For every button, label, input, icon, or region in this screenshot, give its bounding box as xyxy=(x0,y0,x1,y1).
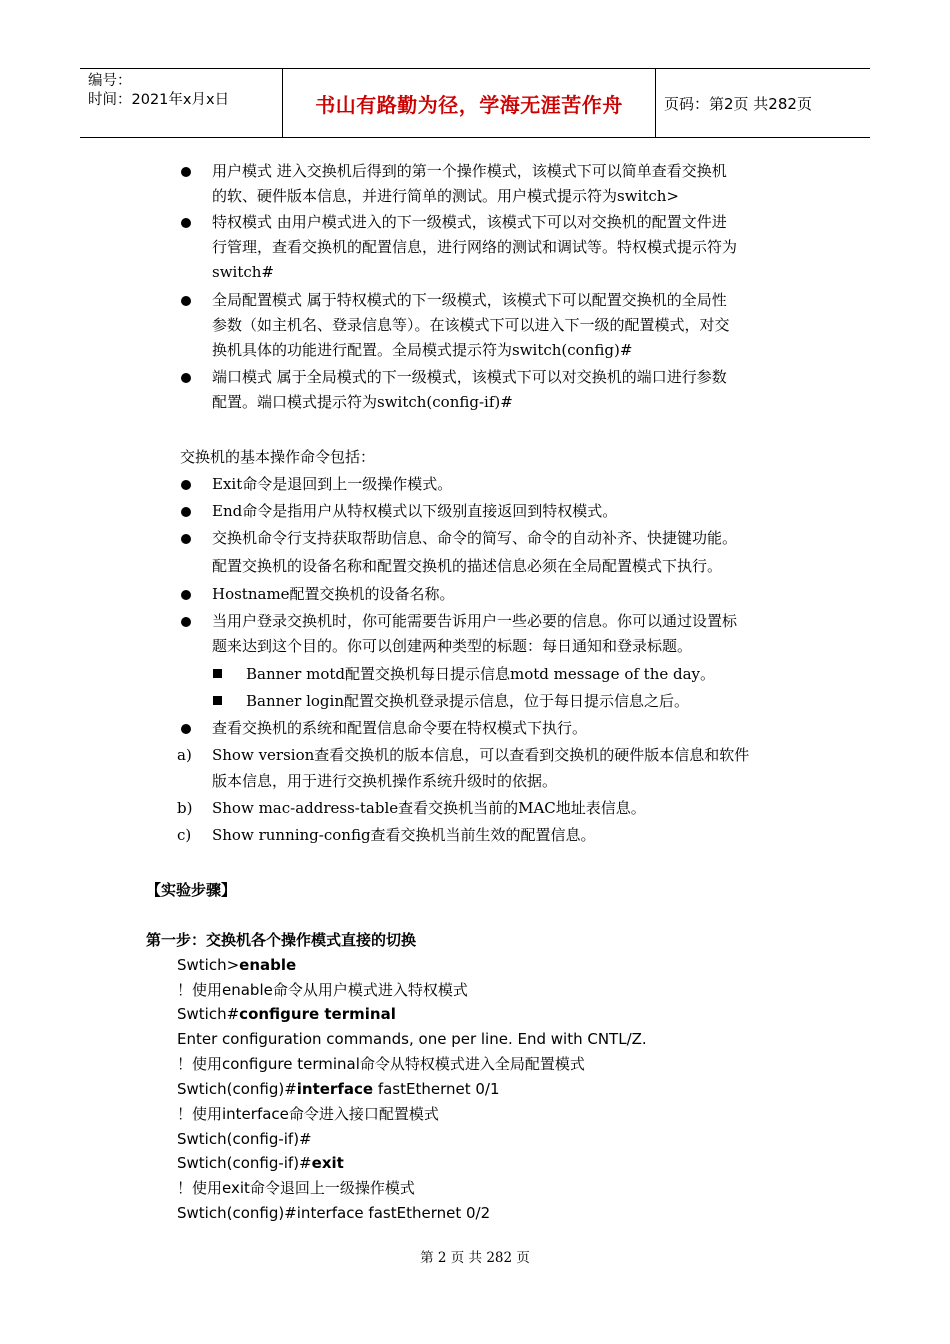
mode-priv-line1: 特权模式 由用户模式进入的下一级模式，该模式下可以对交换机的配置文件进 xyxy=(212,213,727,231)
mode-global-line2: 参数（如主机名、登录信息等）。在该模式下可以进入下一级的配置模式，对交 xyxy=(212,316,730,334)
cmd-view-info: 查看交换机的系统和配置信息命令要在特权模式下执行。 xyxy=(212,719,588,737)
basic-cmds-intro: 交换机的基本操作命令包括： xyxy=(180,448,376,466)
mode-port-line2: 配置。端口模式提示符为switch(config-if)# xyxy=(212,393,513,411)
list-marker: a) xyxy=(177,746,192,764)
code-command: enable xyxy=(239,956,297,974)
cmd-exit: Exit命令是退回到上一级操作模式。 xyxy=(212,475,453,493)
header-divider xyxy=(655,69,656,137)
list-marker: c) xyxy=(177,826,192,844)
code-command: exit xyxy=(311,1154,344,1172)
code-prompt: Swtich(config-if)# xyxy=(177,1154,312,1172)
bullet-icon xyxy=(181,218,191,228)
page-footer: 第 2 页 共 282 页 xyxy=(420,1250,530,1266)
bullet-icon xyxy=(181,167,191,177)
code-command: interface xyxy=(296,1080,374,1098)
bullet-icon xyxy=(181,534,191,544)
bullet-icon xyxy=(181,617,191,627)
mode-priv-line3: switch# xyxy=(212,263,274,281)
show-version-line1: Show version查看交换机的版本信息，可以查看到交换机的硬件版本信息和软件 xyxy=(212,746,750,764)
cmd-end: End命令是指用户从特权模式以下级别直接返回到特权模式。 xyxy=(212,502,618,520)
bullet-icon xyxy=(181,724,191,734)
mode-port-line1: 端口模式 属于全局模式的下一级模式，该模式下可以对交换机的端口进行参数 xyxy=(212,368,727,386)
mode-user-line2: 的软、硬件版本信息，并进行简单的测试。用户模式提示符为switch> xyxy=(212,187,679,205)
code-prompt: Swtich(config)# xyxy=(177,1080,297,1098)
section-title: 【实验步骤】 xyxy=(146,881,237,899)
header-page-info: 页码：第2页 共282页 xyxy=(664,94,812,113)
code-output: Enter configuration commands, one per line. End with CNTL/Z. xyxy=(177,1030,647,1048)
cmd-help-line1: 交换机命令行支持获取帮助信息、命令的简写、命令的自动补齐、快捷键功能。 xyxy=(212,529,738,547)
code-argument: fastEthernet 0/1 xyxy=(373,1080,500,1098)
code-line xyxy=(177,955,296,975)
mode-global-line3: 换机具体的功能进行配置。全局模式提示符为switch(config)# xyxy=(212,341,633,359)
code-comment: ！使用interface命令进入接口配置模式 xyxy=(177,1105,439,1123)
bullet-icon xyxy=(181,373,191,383)
square-bullet-icon xyxy=(213,696,222,705)
bullet-icon xyxy=(181,480,191,490)
doc-number: 编号： xyxy=(88,73,132,89)
code-line xyxy=(177,1079,500,1099)
code-line xyxy=(177,1004,396,1024)
cmd-banner-line1: 当用户登录交换机时，你可能需要告诉用户一些必要的信息。你可以通过设置标 xyxy=(212,612,738,630)
cmd-help-line2: 配置交换机的设备名称和配置交换机的描述信息必须在全局配置模式下执行。 xyxy=(212,557,723,575)
bullet-icon xyxy=(181,590,191,600)
code-line xyxy=(177,1153,344,1173)
code-prompt: Swtich> xyxy=(177,956,240,974)
cmd-banner-login: Banner login配置交换机登录提示信息，位于每日提示信息之后。 xyxy=(246,692,689,710)
step1-title: 第一步：交换机各个操作模式直接的切换 xyxy=(146,931,417,949)
code-comment: ！使用enable命令从用户模式进入特权模式 xyxy=(177,981,468,999)
mode-global-line1: 全局配置模式 属于特权模式的下一级模式，该模式下可以配置交换机的全局性 xyxy=(212,291,727,309)
header-meta xyxy=(88,72,229,110)
square-bullet-icon xyxy=(213,669,222,678)
cmd-hostname: Hostname配置交换机的设备名称。 xyxy=(212,585,455,603)
code-command: configure terminal xyxy=(239,1005,396,1023)
bullet-icon xyxy=(181,507,191,517)
show-mac-table: Show mac-address-table查看交换机当前的MAC地址表信息。 xyxy=(212,799,646,817)
cmd-banner-line2: 题来达到这个目的。你可以创建两种类型的标题：每日通知和登录标题。 xyxy=(212,637,693,655)
code-comment: ！使用configure terminal命令从特权模式进入全局配置模式 xyxy=(177,1055,585,1073)
code-prompt: Swtich# xyxy=(177,1005,240,1023)
show-version-line2: 版本信息，用于进行交换机操作系统升级时的依据。 xyxy=(212,772,558,790)
mode-priv-line2: 行管理，查看交换机的配置信息，进行网络的测试和调试等。特权模式提示符为 xyxy=(212,238,738,256)
doc-date: 时间：2021年x月x日 xyxy=(88,92,230,108)
code-comment: ！使用exit命令退回上一级操作模式 xyxy=(177,1179,415,1197)
cmd-banner-motd: Banner motd配置交换机每日提示信息motd message of the day。 xyxy=(246,665,716,683)
page-header xyxy=(80,68,870,138)
mode-user-line1: 用户模式 进入交换机后得到的第一个操作模式，该模式下可以简单查看交换机 xyxy=(212,162,727,180)
show-running-config: Show running-config查看交换机当前生效的配置信息。 xyxy=(212,826,596,844)
code-line: Swtich(config)#interface fastEthernet 0/2 xyxy=(177,1204,491,1222)
code-prompt: Swtich(config-if)# xyxy=(177,1130,312,1148)
bullet-icon xyxy=(181,296,191,306)
list-marker: b) xyxy=(177,799,193,817)
header-motto: 书山有路勤为径，学海无涯苦作舟 xyxy=(315,92,623,117)
